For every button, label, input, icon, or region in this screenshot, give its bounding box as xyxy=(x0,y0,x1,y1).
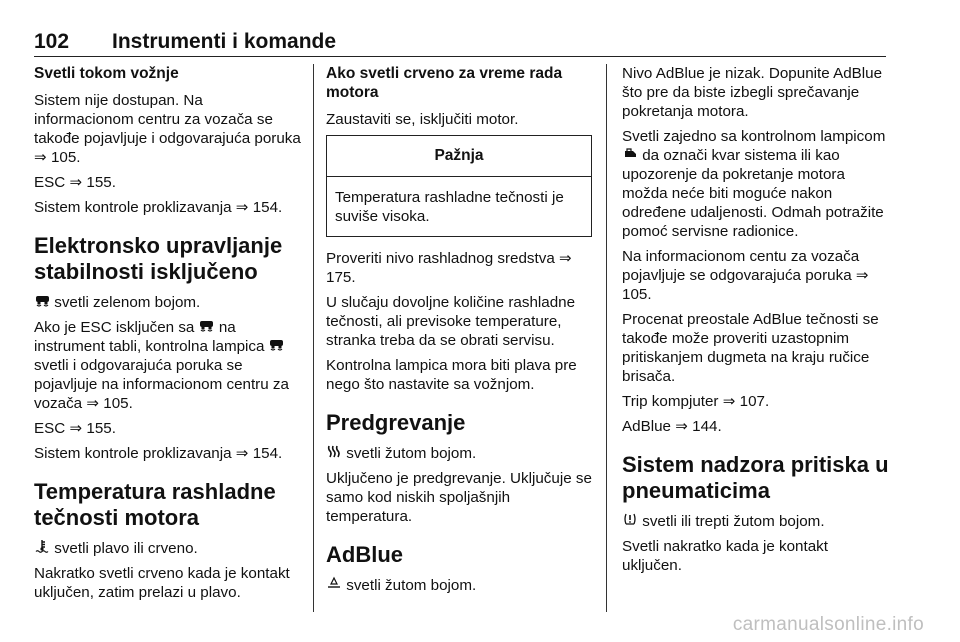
paragraph xyxy=(34,539,302,558)
column-divider xyxy=(313,64,314,612)
paragraph-text: Ako je ESC isključen sa xyxy=(34,319,195,336)
paragraph: Sistem nije dostupan. Na informacionom centru za vozača se takođe pojavljuje i odgovarajuća poruka ⇒ 105. xyxy=(34,92,301,166)
section-heading: Sistem nadzora pritiska u pneumaticima xyxy=(622,452,889,503)
paragraph xyxy=(622,127,892,241)
section-heading: Svetli tokom vožnje xyxy=(34,65,179,82)
paragraph: Nakratko svetli crveno kada je kontakt uključen, zatim prelazi u plavo. xyxy=(34,565,290,601)
paragraph: ESC ⇒ 155. xyxy=(34,420,116,437)
warning-text: Temperatura rashladne tečnosti je suviše visoka. xyxy=(335,189,564,225)
paragraph-text: da označi kvar sistema ili kao upozorenje da pokretanje motora možda neće biti moguće nakon određene udaljenosti. Odmah potražite pomoć servisne radionice. xyxy=(622,147,884,240)
glow-plug-icon xyxy=(326,444,342,463)
section-heading: Temperatura rashladne tečnosti motora xyxy=(34,479,276,530)
skidding-car-icon xyxy=(34,293,50,312)
paragraph: Svetli nakratko kada je kontakt uključen. xyxy=(622,538,828,574)
paragraph: Sistem kontrole proklizavanja ⇒ 154. xyxy=(34,445,283,462)
paragraph-text: svetli zelenom bojom. xyxy=(54,294,201,311)
engine-check-icon xyxy=(622,146,638,165)
paragraph: Trip kompjuter ⇒ 107. xyxy=(622,393,770,410)
paragraph xyxy=(622,512,892,531)
paragraph-text: svetli plavo ili crveno. xyxy=(54,540,198,557)
paragraph: U slučaju dovoljne količine rashladne tečnosti, ali previsoke temperature, stranka treba da se obrati servisu. xyxy=(326,294,576,349)
paragraph-text: svetli ili trepti žutom bojom. xyxy=(642,513,825,530)
paragraph: Kontrolna lampica mora biti plava pre nego što nastavite sa vožnjom. xyxy=(326,357,577,393)
paragraph xyxy=(326,444,592,463)
paragraph-text: svetli i odgovarajuća poruka se pojavljuje na informacionom centru za vozača ⇒ 105. xyxy=(34,357,289,412)
paragraph xyxy=(34,293,302,312)
middle-column xyxy=(326,64,592,601)
paragraph-text: na instrument tabli, kontrolna lampica xyxy=(34,319,265,355)
watermark: carmanualsonline.info xyxy=(732,614,924,635)
section-heading: Ako svetli crveno za vreme rada motora xyxy=(326,65,563,101)
paragraph xyxy=(326,576,592,595)
warning-box xyxy=(326,135,592,237)
adblue-icon xyxy=(326,576,342,595)
paragraph: Procenat preostale AdBlue tečnosti se takođe može proveriti uzastopnim pritiskanjem dugmeta na kraju ručice brisača. xyxy=(622,311,879,385)
paragraph: Uključeno je predgrevanje. Uključuje se samo kod niskih spoljašnjih temperatura. xyxy=(326,470,592,525)
skidding-car-icon xyxy=(269,337,285,356)
right-column xyxy=(622,64,892,581)
section-heading: Elektronsko upravljanje stabilnosti isključeno xyxy=(34,233,283,284)
paragraph: ESC ⇒ 155. xyxy=(34,174,116,191)
paragraph: Sistem kontrole proklizavanja ⇒ 154. xyxy=(34,199,283,216)
paragraph: AdBlue ⇒ 144. xyxy=(622,418,722,435)
section-heading: AdBlue xyxy=(326,542,403,567)
paragraph-text: Svetli zajedno sa kontrolnom lampicom xyxy=(622,128,886,145)
skidding-car-icon xyxy=(199,318,215,337)
warning-title: Pažnja xyxy=(327,136,591,177)
paragraph: Na informacionom centu za vozača pojavljuje se odgovarajuća poruka ⇒ 105. xyxy=(622,248,869,303)
paragraph xyxy=(34,318,302,413)
paragraph-text: svetli žutom bojom. xyxy=(346,445,477,462)
page-number: 102 xyxy=(34,30,70,53)
paragraph: Zaustaviti se, isključiti motor. xyxy=(326,111,519,128)
section-heading: Predgrevanje xyxy=(326,410,466,435)
page-title: Instrumenti i komande xyxy=(112,30,337,53)
page-header xyxy=(34,30,886,57)
tyre-pressure-icon xyxy=(622,512,638,531)
paragraph: Proveriti nivo rashladnog sredstva ⇒ 175. xyxy=(326,250,572,286)
coolant-temperature-icon xyxy=(34,539,50,558)
paragraph: Nivo AdBlue je nizak. Dopunite AdBlue što pre da biste izbegli sprečavanje pokretanja motora. xyxy=(622,65,883,120)
column-divider xyxy=(606,64,607,612)
paragraph-text: svetli žutom bojom. xyxy=(346,577,477,594)
left-column xyxy=(34,64,302,608)
